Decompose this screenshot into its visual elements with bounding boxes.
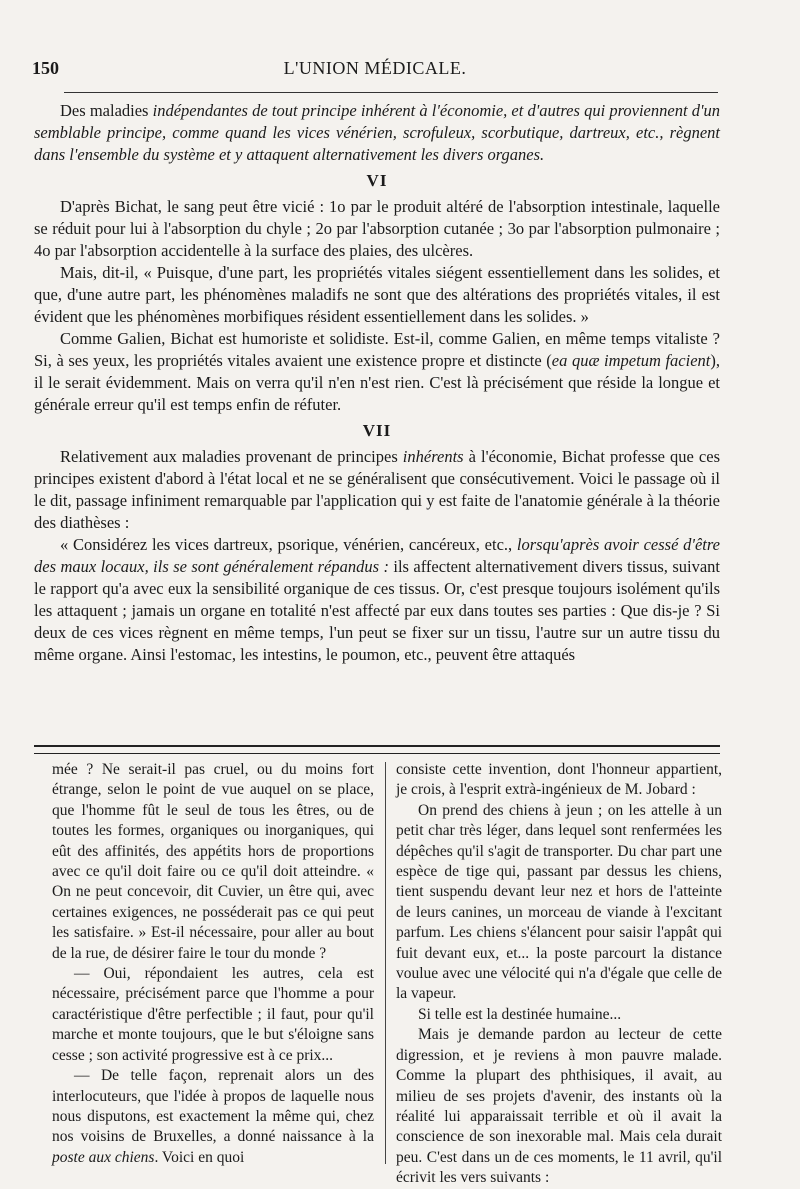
paragraph-galien	[34, 328, 720, 416]
feuilleton-right-column	[396, 760, 722, 1189]
page-header	[30, 58, 720, 84]
fl-p3-b: . Voici en quoi	[154, 1148, 245, 1166]
main-article	[34, 100, 720, 666]
p3-part-b: ), il le serait évidemment. Mais on verra qu'il n'en n'est rien. C'est là précisément que réside la longue et générale erreur qu'il est temps enfin de réfuter.	[34, 351, 720, 414]
intro-italic: indépendantes de tout principe inhérent à l'économie, et d'autres qui proviennent d'un semblable principe, comme quand les vices vénérien, scrofuleux, scorbutique, dartreux, etc., règnent dans l'ensemble du système et y attaquent alternativement les divers organes.	[34, 101, 720, 164]
p4-part-b: à l'économie, Bichat professe que ces principes existent d'abord à l'état local et ne se généralisent que consécutivement. Voici le passage où il le dit, passage infiniment remarquable par l'application qui y est faite de l'anatomie générale à la théorie des diathèses :	[34, 447, 720, 532]
p3-latin: ea quæ impetum facient	[551, 351, 711, 370]
feuilleton-left-p1: mée ? Ne serait-il pas cruel, ou du moins fort étrange, selon le point de vue auquel on se place, que l'homme fût le seul de tous les êtres, ou de toutes les formes, organiques ou inorganiques, qui eût des affinités, des appétits hors de proportions avec ce qu'il doit faire ou ce qu'il doit atteindre. « On ne peut concevoir, dit Cuvier, un être qui, avec certaines exigences, ne posséderait pas ce qui peut les satisfaire. » Est-il nécessaire, pour aller au bout de la rue, de désirer faire le tour du monde ?	[52, 761, 374, 962]
intro-lead: Des maladies	[60, 101, 153, 120]
section-heading-vii: VII	[362, 421, 392, 440]
paragraph-bichat-blood: D'après Bichat, le sang peut être vicié : 1o par le produit altéré de l'absorption intestinale, laquelle se réduit pour lui à l'absorption du chyle ; 2o par l'absorption cutanée ; 3o par l'absorption pulmonaire ; 4o par l'absorption accidentelle à la surface des plaies, des ulcères.	[34, 197, 720, 260]
feuilleton-separator	[34, 745, 720, 754]
p5-part-a: « Considérez les vices dartreux, psorique, vénérien, cancéreux, etc.,	[60, 535, 517, 554]
column-divider	[385, 762, 386, 1164]
paragraph-vital-properties: Mais, dit-il, « Puisque, d'une part, les propriétés vitales siégent essentiellement dans les solides, et que, d'une autre part, les phénomènes maladifs ne sont que des altérations des propriétés vitales, il est évident que les phénomènes morbifiques résident essentiellement dans les solides. »	[34, 263, 720, 326]
feuilleton-left-column	[52, 760, 374, 1168]
p4-italic: inhérents	[402, 447, 464, 466]
page-number: 150	[32, 58, 59, 78]
fl-p3-italic: poste aux chiens	[52, 1148, 155, 1166]
feuilleton-left-p2: — Oui, répondaient les autres, cela est nécessaire, précisément parce que l'homme a pour caractéristique d'être perfectible ; il faut, pour qu'il marche et monte toujours, que le but s'éloigne sans cesse ; son activité progressive est à ce prix...	[52, 965, 374, 1064]
feuilleton-right-p3: Si telle est la destinée humaine...	[418, 1005, 622, 1023]
section-heading-vi: VI	[366, 171, 388, 190]
p3-part-a: Comme Galien, Bichat est humoriste et solidiste. Est-il, comme Galien, en même temps vitaliste ? Si, à ses yeux, les propriétés vitales avaient une existence propre et distincte (	[34, 329, 720, 370]
feuilleton-right-p4: Mais je demande pardon au lecteur de cette digression, et je reviens à mon pauvre malade. Comme la plupart des phthisiques, il avait, au milieu de ses projets d'avenir, des instants où la réalité lui apparaissait terrible et où il avait la conscience de son inexorable mal. Mais cela durait peu. C'est dans un de ces moments, le 11 avril, qu'il écrivit les vers suivants :	[396, 1026, 722, 1187]
p5-part-b: ils affectent alternativement divers tissus, suivant le rapport qu'a avec eux la sensibilité organique de ces tissus. Or, c'est presque toujours isolément qu'ils les attaquent ; jamais un organe en totalité n'est affecté par eux dans toutes ses parties : Que dis-je ? Si deux de ces vices règnent en même temps, l'un peut se fixer sur un tissu, l'autre sur un autre tissu du même organe. Ainsi l'estomac, les intestins, le poumon, etc., peuvent être attaqués	[34, 557, 721, 664]
intro-paragraph	[34, 100, 720, 166]
feuilleton-right-p2: On prend des chiens à jeun ; on les attelle à un petit char très léger, dans lequel sont renfermées les dépêches qu'il s'agit de transporter. Du char part une espèce de tige qui, passant par dessus les chiens, tient suspendu devant leur nez et hors de l'atteinte de leurs canines, un morceau de viande à l'excitant parfum. Les chiens s'élancent pour saisir l'appât qui fuit devant eux, et... la poste parcourt la distance voulue avec une vélocité qui n'a d'égale que celle de la vapeur.	[396, 801, 722, 1003]
p5-italic: lorsqu'après avoir cessé d'être des maux locaux, ils se sont généralement répandus :	[34, 535, 720, 576]
paragraph-quote-vices	[34, 534, 720, 666]
journal-title: L'UNION MÉDICALE.	[283, 58, 467, 78]
paragraph-inherent-principles	[34, 446, 720, 534]
fl-p3-a: — De telle façon, reprenait alors un des interlocuteurs, que l'idée à propos de laquelle nous nous disputons, est exactement la même qui, chez nos voisins de Bruxelles, a donné naissance à la	[52, 1067, 374, 1146]
feuilleton-left-p3	[52, 1066, 374, 1168]
feuilleton-right-p1: consiste cette invention, dont l'honneur appartient, je crois, à l'esprit extrà-ingénieux de M. Jobard :	[396, 761, 722, 799]
header-rule	[64, 92, 718, 93]
p4-part-a: Relativement aux maladies provenant de principes	[60, 447, 403, 466]
